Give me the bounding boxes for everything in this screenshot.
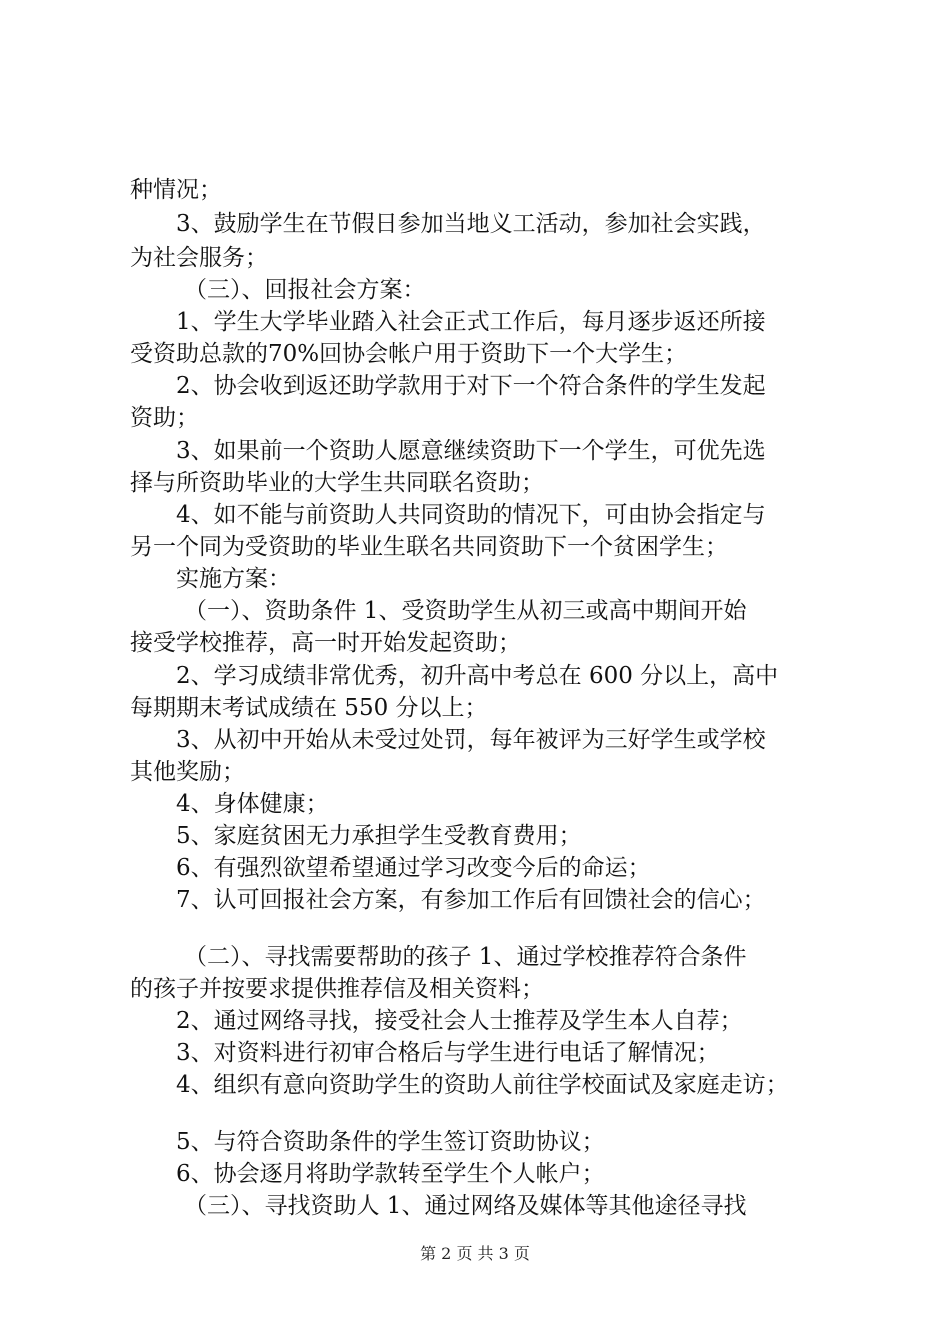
text-line: 另一个同为受资助的毕业生联名共同资助下一个贫困学生； [130, 534, 728, 560]
text-line: 其他奖励； [130, 759, 245, 785]
text-line: 5、家庭贫困无力承担学生受教育费用； [176, 823, 582, 849]
text-line: 2、通过网络寻找，接受社会人士推荐及学生本人自荐； [176, 1008, 743, 1034]
text-line: （一）、资助条件 1、受资助学生从初三或高中期间开始 [184, 598, 747, 624]
text-line: 4、如不能与前资助人共同资助的情况下，可由协会指定与 [176, 502, 766, 528]
text-line: 接受学校推荐，高一时开始发起资助； [130, 630, 521, 656]
text-line: 的孩子并按要求提供推荐信及相关资料； [130, 976, 544, 1002]
section-heading: （三）、回报社会方案： [184, 277, 426, 303]
text-line: 6、协会逐月将助学款转至学生个人帐户； [176, 1161, 605, 1187]
section-heading: 实施方案： [176, 566, 291, 592]
text-line: 受资助总款的70%回协会帐户用于资助下一个大学生； [130, 341, 688, 367]
text-line: （二）、寻找需要帮助的孩子 1、通过学校推荐符合条件 [184, 944, 747, 970]
text-line: 3、如果前一个资助人愿意继续资助下一个学生，可优先选 [176, 438, 766, 464]
text-line: 2、协会收到返还助学款用于对下一个符合条件的学生发起 [176, 373, 766, 399]
text-line: 每期期末考试成绩在 550 分以上； [130, 695, 488, 721]
page-footer: 第 2 页 共 3 页 [420, 1244, 530, 1263]
text-line: （三）、寻找资助人 1、通过网络及媒体等其他途径寻找 [184, 1193, 747, 1219]
text-line: 择与所资助毕业的大学生共同联名资助； [130, 470, 544, 496]
text-line: 种情况； [130, 177, 222, 203]
text-line: 3、鼓励学生在节假日参加当地义工活动，参加社会实践， [176, 211, 766, 237]
text-line: 5、与符合资助条件的学生签订资助协议； [176, 1129, 605, 1155]
text-line: 资助； [130, 405, 199, 431]
text-line: 3、对资料进行初审合格后与学生进行电话了解情况； [176, 1040, 720, 1066]
text-line: 2、学习成绩非常优秀，初升高中考总在 600 分以上，高中 [176, 663, 779, 689]
text-line: 7、认可回报社会方案，有参加工作后有回馈社会的信心； [176, 887, 766, 913]
text-line: 4、组织有意向资助学生的资助人前往学校面试及家庭走访； [176, 1072, 789, 1098]
text-line: 6、有强烈欲望希望通过学习改变今后的命运； [176, 855, 651, 881]
text-line: 为社会服务； [130, 245, 268, 271]
text-line: 4、身体健康； [176, 791, 329, 817]
text-line: 1、学生大学毕业踏入社会正式工作后，每月逐步返还所接 [176, 309, 766, 335]
text-line: 3、从初中开始从未受过处罚，每年被评为三好学生或学校 [176, 727, 766, 753]
